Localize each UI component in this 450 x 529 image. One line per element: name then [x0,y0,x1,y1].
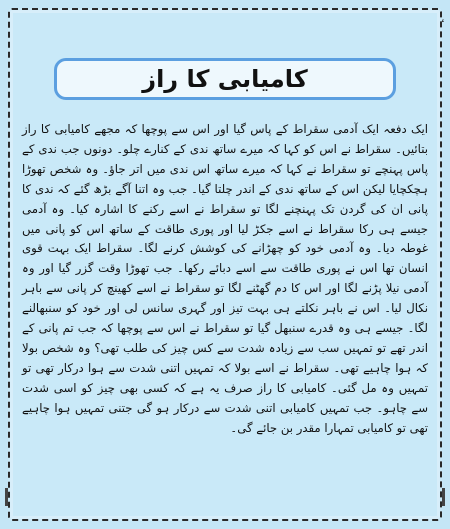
story-body: ایک دفعہ ایک آدمی سقراط کے پاس گیا اور اس سے پوچھا کہ مجھے کامیابی کا راز بتائیں۔ سقراط نے اس کو کہا کہ میرے ساتھ ندی کے کنارے چلو۔ دونوں جب ندی کے پاس پہنچے تو سقراط نے کہا کہ میرے ساتھ اس ندی میں اتر جاؤ۔ وہ شخص تھوڑا ہچکچایا لیکن اس کے ساتھ ندی کے اندر چلتا گیا۔ جب وہ اتنا آگے بڑھ گئے کہ ندی کا پانی ان کی گردن تک پہنچنے لگا تو سقراط نے اسے رکنے کا اشارہ کیا۔ وہ آدمی جیسے ہی رکا سقراط نے اسے جکڑ لیا اور پوری طاقت کے ساتھ اس کو پانی میں غوطہ دیا۔ وہ آدمی خود کو چھڑانے کی کوشش کرنے لگا۔ سقراط ایک بہت قوی انسان تھا اس نے پوری طاقت سے اسے دبائے رکھا۔ جب تھوڑا وقت گزر گیا اور وہ آدمی نیلا پڑنے لگا اور اس کا دم گھٹنے لگا تو سقراط نے اسے کھینچ کر پانی سے باہر نکال لیا۔ اس نے باہر نکلتے ہی بہت تیز اور گہری سانس لی اور خود کو سنبھالنے لگا۔ جیسے ہی وہ قدرے سنبھل گیا تو سقراط نے اس سے پوچھا کہ جب تم پانی کے اندر تھے تو تمہیں سب سے زیادہ شدت سے کس چیز کی طلب تھی؟ وہ شخص بولا کہ ہوا چاہیے تھی۔ سقراط نے اسے بولا کہ تمہیں اتنی شدت سے ہوا درکار تھی تو تمہیں وہ مل گئی۔ کامیابی کا راز صرف یہ ہے کہ کسی بھی چیز کو اسی شدت سے چاہو۔ جب تمہیں کامیابی اتنی شدت سے درکار ہو گی جتنی تمہیں ہوا چاہیے تھی تو کامیابی تمہارا مقدر بن جائے گی۔ [22,122,428,435]
left-edge-mark [5,488,8,506]
title-box [54,58,396,100]
right-edge-mark [442,488,445,506]
story-title: کامیابی کا راز [142,65,308,93]
